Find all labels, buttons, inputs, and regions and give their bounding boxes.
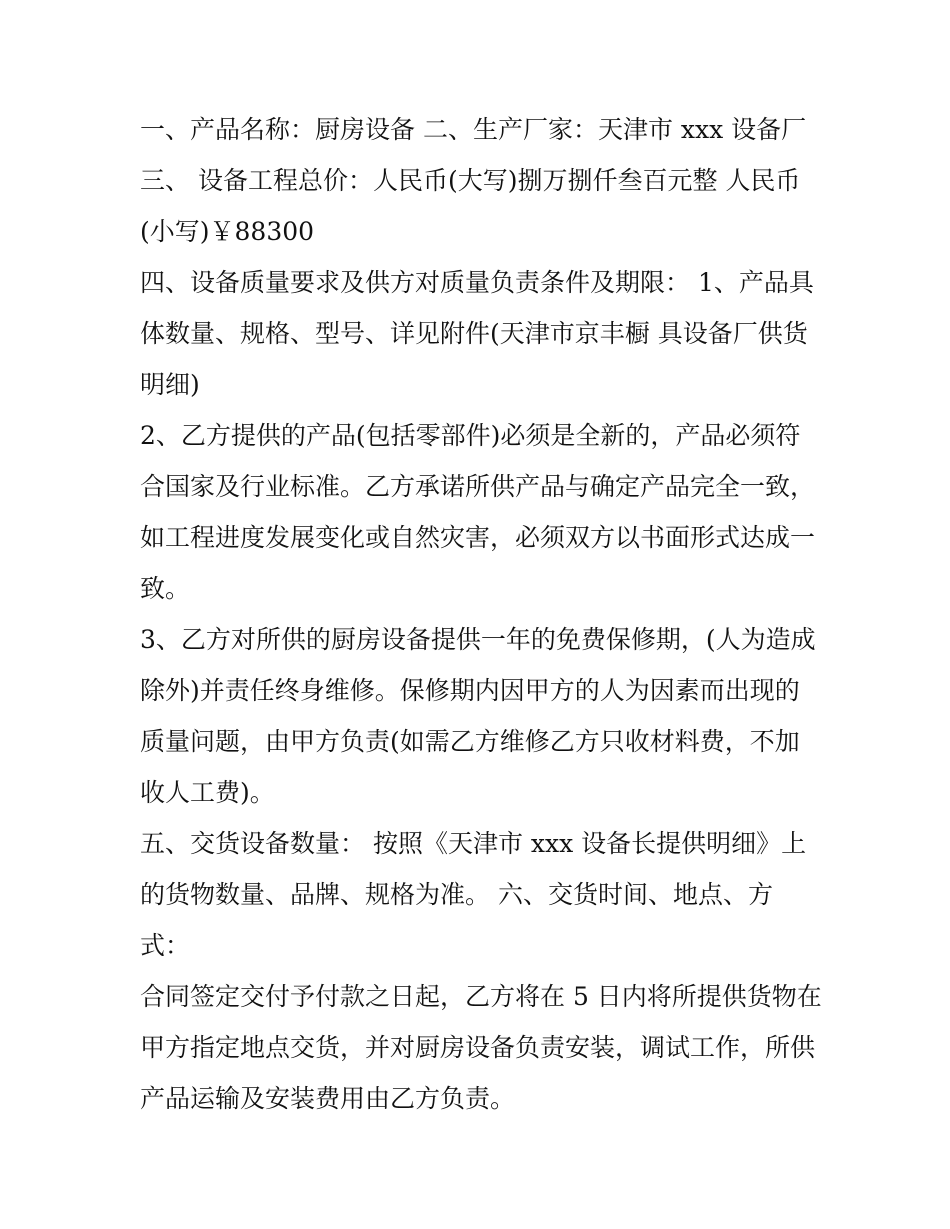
line-6: 明细): [140, 370, 200, 399]
line-5: 体数量、规格、型号、详见附件(天津市京丰橱 具设备厂供货: [140, 319, 808, 348]
line-9: 如工程进度发展变化或自然灾害，必须双方以书面形式达成一: [140, 523, 816, 552]
line-1: 一、产品名称：厨房设备 二、生产厂家：天津市 xxx 设备厂: [140, 115, 807, 144]
line-16: 的货物数量、品牌、规格为准。 六、交货时间、地点、方: [140, 880, 773, 909]
line-11: 3、乙方对所供的厨房设备提供一年的免费保修期，(人为造成: [140, 625, 816, 654]
line-12: 除外)并责任终身维修。保修期内因甲方的人为因素而出现的: [140, 676, 800, 705]
line-19: 甲方指定地点交货，并对厨房设备负责安装，调试工作，所供: [140, 1033, 816, 1062]
line-2: 三、 设备工程总价：人民币(大写)捌万捌仟叁百元整 人民币: [140, 166, 801, 195]
line-8: 合国家及行业标准。乙方承诺所供产品与确定产品完全一致，: [140, 472, 816, 501]
line-18: 合同签定交付予付款之日起，乙方将在 5 日内将所提供货物在: [140, 982, 822, 1011]
line-3: (小写)￥88300: [140, 217, 315, 246]
line-20: 产品运输及安装费用由乙方负责。: [140, 1084, 516, 1113]
line-10: 致。: [140, 574, 191, 603]
line-17: 式：: [140, 931, 191, 960]
line-15: 五、交货设备数量： 按照《天津市 xxx 设备长提供明细》上: [140, 829, 807, 858]
line-13: 质量问题，由甲方负责(如需乙方维修乙方只收材料费，不加: [140, 727, 800, 756]
line-4: 四、设备质量要求及供方对质量负责条件及期限： 1、产品具: [140, 268, 814, 297]
line-7: 2、乙方提供的产品(包括零部件)必须是全新的，产品必须符: [140, 421, 801, 450]
line-14: 收人工费)。: [140, 778, 275, 807]
document-body: [140, 104, 820, 1124]
